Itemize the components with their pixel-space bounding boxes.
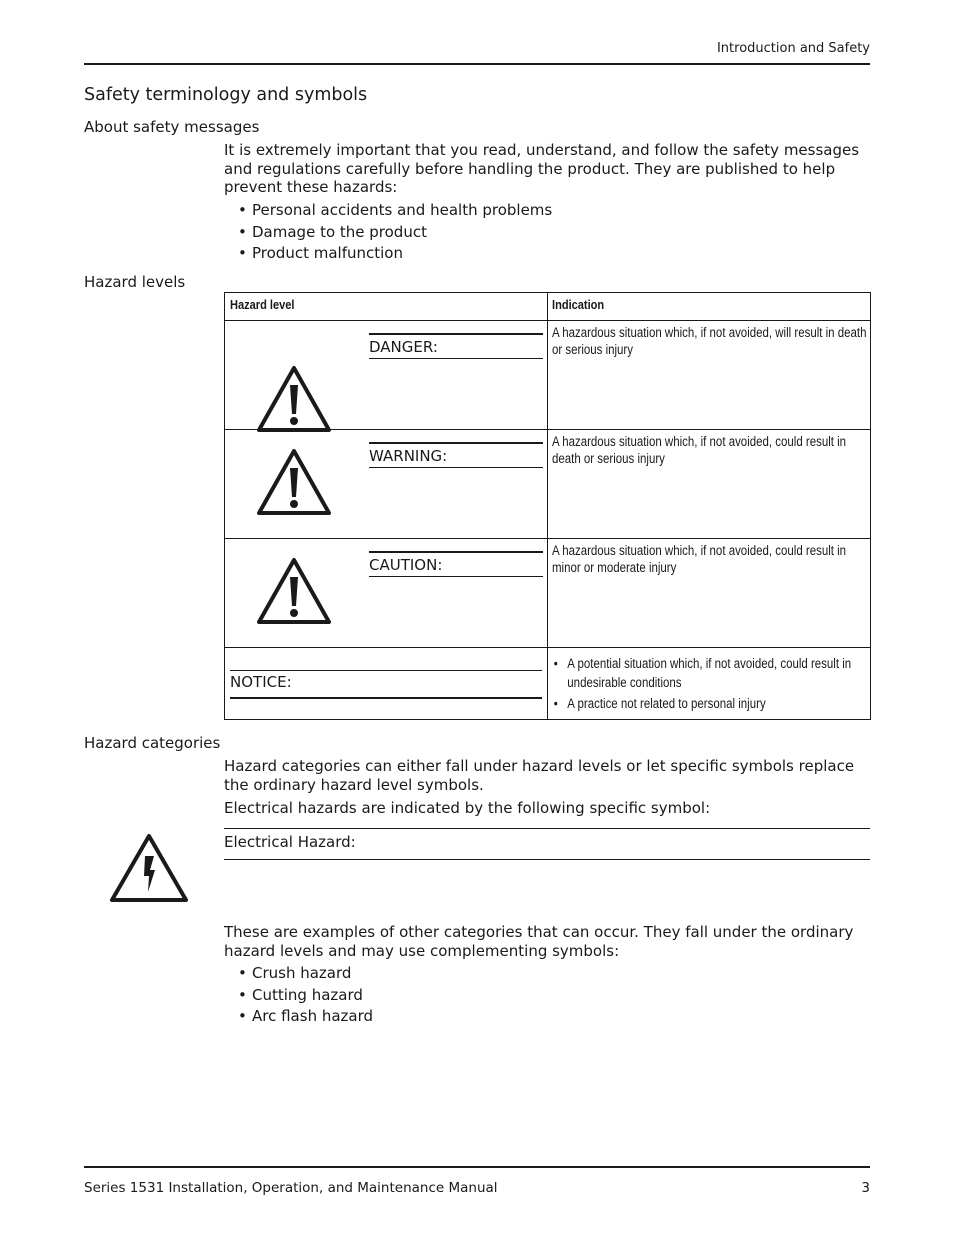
- other-categories-paragraph: These are examples of other categories that can occur. They fall under the ordinary hazard levels and may use complementing symbols:: [224, 923, 854, 960]
- about-paragraph: It is extremely important that you read, understand, and follow the safety messages and regulations carefully before handling the product. They are published to help prevent these hazards:: [224, 141, 860, 196]
- table-row-notice: [225, 647, 870, 720]
- warning-triangle-icon: [255, 447, 333, 517]
- running-header: Introduction and Safety: [716, 41, 870, 56]
- notice-list: [552, 654, 858, 715]
- footer-divider: [84, 1166, 870, 1168]
- signal-word-notice: NOTICE:: [230, 670, 542, 699]
- list-item: • Personal accidents and health problems: [224, 200, 870, 222]
- hazard-levels-heading: Hazard levels: [84, 273, 186, 291]
- table-row-warning: [225, 429, 870, 539]
- electrical-hazard-label: Electrical Hazard:: [224, 828, 870, 860]
- hazard-level-table: [224, 292, 871, 720]
- column-header-level: Hazard level: [230, 297, 295, 312]
- about-heading: About safety messages: [84, 118, 260, 136]
- section-title: Safety terminology and symbols: [84, 85, 368, 105]
- hazard-categories-heading: Hazard categories: [84, 734, 221, 752]
- list-item: • A potential situation which, if not avoided, could result in undesirable conditions: [552, 654, 858, 692]
- warning-triangle-icon: [255, 556, 333, 626]
- indication-danger: A hazardous situation which, if not avoided, will result in death or serious injury: [552, 325, 867, 357]
- list-item: • A practice not related to personal injury: [552, 694, 858, 713]
- signal-word-danger: DANGER:: [369, 333, 543, 359]
- indication-caution: A hazardous situation which, if not avoided, could result in minor or moderate injury: [552, 543, 847, 575]
- electrical-intro-paragraph: Electrical hazards are indicated by the following specific symbol:: [224, 799, 711, 817]
- indication-warning: A hazardous situation which, if not avoided, could result in death or serious injury: [552, 434, 847, 466]
- signal-word-caution: CAUTION:: [369, 551, 543, 577]
- list-item: • Product malfunction: [224, 243, 870, 265]
- electrical-hazard-icon: [108, 832, 190, 904]
- header-divider: [84, 63, 870, 65]
- footer-manual-title: Series 1531 Installation, Operation, and Maintenance Manual: [84, 1180, 498, 1196]
- about-hazard-list: [224, 200, 870, 265]
- categories-paragraph: Hazard categories can either fall under hazard levels or let specific symbols replace the ordinary hazard level symbols.: [224, 757, 855, 794]
- table-row-danger: [225, 320, 870, 430]
- list-item: • Crush hazard: [224, 963, 870, 985]
- column-header-indication: Indication: [552, 297, 605, 312]
- table-row-caution: [225, 538, 870, 648]
- page-number: 3: [861, 1180, 870, 1196]
- list-item: • Arc flash hazard: [224, 1006, 870, 1028]
- list-item: • Damage to the product: [224, 222, 870, 244]
- warning-triangle-icon: [255, 364, 333, 434]
- signal-word-warning: WARNING:: [369, 442, 543, 468]
- list-item: • Cutting hazard: [224, 985, 870, 1007]
- other-categories-list: [224, 963, 870, 1028]
